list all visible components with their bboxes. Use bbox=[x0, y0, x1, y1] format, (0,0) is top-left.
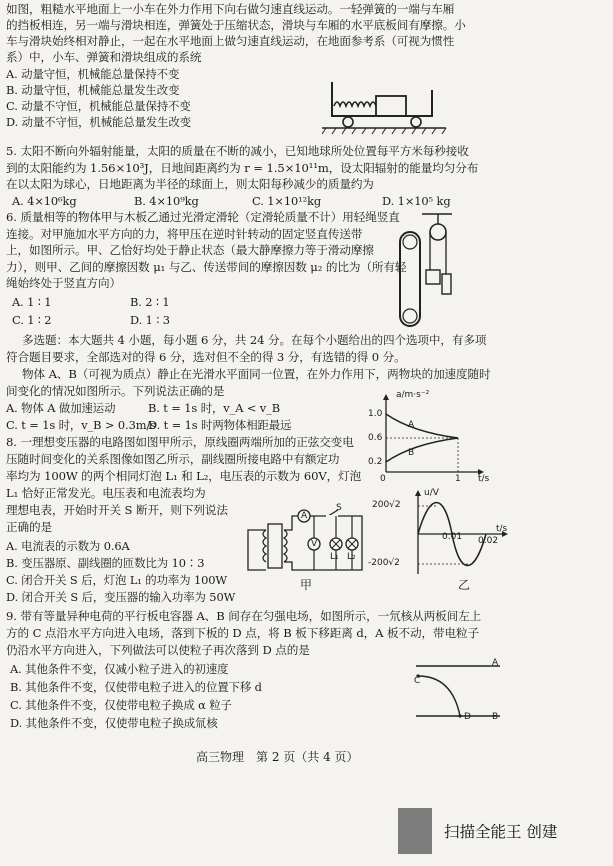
graph8-t1: 0.01 bbox=[442, 532, 463, 542]
pulley-belt-figure bbox=[392, 212, 462, 334]
q5-line-3: 在以太阳为球心，日地距离为半径的球面上，则太阳每秒减少的质量约为 bbox=[6, 177, 374, 191]
q7-option-b: B. t = 1s 时，v_A < v_B bbox=[148, 401, 281, 415]
q4-option-c: C. 动量不守恒，机械能总量保持不变 bbox=[6, 99, 191, 113]
page-footer: 高三物理 第 2 页（共 4 页） bbox=[196, 750, 359, 764]
graph7-tick-t1: 1 bbox=[455, 474, 461, 484]
q4-line-1: 如图，粗糙水平地面上一小车在外力作用下向右做匀速直线运动。一轻弹簧的一端与车厢 bbox=[6, 2, 455, 16]
figure-yi-label: 乙 bbox=[458, 578, 470, 592]
q5-option-d: D. 1×10⁵ kg bbox=[382, 194, 451, 208]
q9-line-2: 方的 C 点沿水平方向进入电场，落到下板的 D 点，将 B 板下移距离 d，A 板不动，带电粒子 bbox=[6, 626, 479, 640]
graph7-tick-02: 0.2 bbox=[368, 457, 383, 467]
q8-line-6: 正确的是 bbox=[6, 520, 52, 534]
point-c-label: C bbox=[414, 676, 421, 686]
graph8-peak-neg: -200√2 bbox=[368, 558, 400, 568]
q5-option-b: B. 4×10⁹kg bbox=[134, 194, 199, 208]
q8-option-b: B. 变压器原、副线圈的匝数比为 10∶3 bbox=[6, 556, 205, 570]
scanner-logo-icon bbox=[398, 808, 432, 854]
q6-option-b: B. 2 ∶ 1 bbox=[130, 295, 170, 309]
q4-line-2: 的挡板相连，另一端与滑块相连，弹簧处于压缩状态，滑块与车厢的水平底板间有摩擦。小 bbox=[6, 18, 466, 32]
ammeter-label: A bbox=[301, 511, 308, 521]
cart-spring-figure bbox=[322, 76, 447, 138]
q4-line-3: 车与滑块始终相对静止，一起在水平地面上做匀速直线运动，在地面参考系（可视为惯性 bbox=[6, 34, 455, 48]
q9-option-b: B. 其他条件不变，仅使带电粒子进入的位置下移 d bbox=[10, 680, 262, 694]
q5-line-1: 5. 太阳不断向外辐射能量，太阳的质量在不断的减小，已知地球所处位置每平方米每秒接收 bbox=[6, 144, 469, 158]
q8-line-1: 8. 一理想变压器的电路图如图甲所示，原线圈两端所加的正弦交变电 bbox=[6, 435, 354, 449]
graph8-peak-pos: 200√2 bbox=[372, 500, 401, 510]
graph7-curve-a: A bbox=[408, 420, 415, 430]
section2-line-2: 符合题目要求，全部选对的得 6 分，选对但不全的得 3 分，有选错的得 0 分。 bbox=[6, 350, 406, 364]
q7-line-1: 物体 A、B（可视为质点）静止在光滑水平面同一位置，在外力作用下，两物块的加速度随时 bbox=[22, 367, 491, 381]
q8-line-2: 压随时间变化的关系图像如图乙所示，副线圈所接电路中有额定功 bbox=[6, 452, 340, 466]
q4-option-d: D. 动量不守恒，机械能总量发生改变 bbox=[6, 115, 192, 129]
q9-option-d: D. 其他条件不变，仅使带电粒子换成氚核 bbox=[10, 716, 218, 730]
q6-option-d: D. 1 ∶ 3 bbox=[130, 313, 170, 327]
q8-option-a: A. 电流表的示数为 0.6A bbox=[6, 539, 130, 553]
q5-option-a: A. 4×10⁶kg bbox=[12, 194, 77, 208]
q8-line-3: 率均为 100W 的两个相同灯泡 L₁ 和 L₂，电压表的示数为 60V，灯泡 bbox=[6, 469, 362, 483]
graph8-taxis: t/s bbox=[496, 524, 508, 534]
graph7-ylabel: a/m·s⁻² bbox=[396, 390, 430, 400]
lamp2-label: L₂ bbox=[347, 552, 356, 562]
q6-line-4: 力），则甲、乙间的摩擦因数 μ₁ 与乙、传送带间的摩擦因数 μ₂ 的比为（所有轻 bbox=[6, 260, 407, 274]
q6-line-3: 上，如图所示。甲、乙恰好均处于静止状态（最大静摩擦力等于滑动摩擦 bbox=[6, 243, 374, 257]
point-d-label: D bbox=[464, 712, 471, 722]
graph7-tick-06: 0.6 bbox=[368, 433, 383, 443]
q9-option-a: A. 其他条件不变，仅减小粒子进入的初速度 bbox=[10, 662, 229, 676]
plate-b-label: B bbox=[492, 712, 499, 722]
q9-option-c: C. 其他条件不变，仅使带电粒子换成 α 粒子 bbox=[10, 698, 232, 712]
voltmeter-label: V bbox=[311, 539, 318, 549]
q6-option-c: C. 1 ∶ 2 bbox=[12, 313, 52, 327]
q6-line-2: 连接。对甲施加水平方向的力，将甲压在逆时针转动的固定竖直传送带 bbox=[6, 227, 363, 241]
q5-line-2: 到的太阳能约为 1.56×10³J，日地间距离约为 r = 1.5×10¹¹m，设太阳辐射的能量均匀分布 bbox=[6, 161, 479, 175]
q7-option-c: C. t = 1s 时，v_B > 0.3m/s bbox=[6, 418, 156, 432]
q7-option-d: D. t = 1s 时两物体相距最远 bbox=[148, 418, 292, 432]
q5-option-c: C. 1×10¹²kg bbox=[252, 194, 322, 208]
plate-a-label: A bbox=[492, 658, 499, 668]
section2-line-1: 多选题：本大题共 4 小题，每小题 6 分，共 24 分。在每个小题给出的四个选项中，有多项 bbox=[22, 333, 487, 347]
q6-line-1: 6. 质量相等的物体甲与木板乙通过光滑定滑轮（定滑轮质量不计）用轻绳竖直 bbox=[6, 210, 400, 224]
q8-option-c: C. 闭合开关 S 后，灯泡 L₁ 的功率为 100W bbox=[6, 573, 228, 587]
q4-option-a: A. 动量守恒，机械能总量保持不变 bbox=[6, 67, 180, 81]
q4-line-4: 系）中，小车、弹簧和滑块组成的系统 bbox=[6, 50, 202, 64]
figure-jia-label: 甲 bbox=[300, 578, 312, 592]
graph7-tick-0: 0 bbox=[380, 474, 386, 484]
q9-line-3: 仍沿水平方向进入，下列做法可以使粒子再次落到 D 点的是 bbox=[6, 643, 310, 657]
graph8-uaxis: u/V bbox=[424, 488, 439, 498]
switch-label: S bbox=[336, 503, 342, 513]
q6-line-5: 绳始终处于竖直方向） bbox=[6, 276, 121, 290]
graph7-curve-b: B bbox=[408, 448, 415, 458]
scanner-watermark: 扫描全能王 创建 bbox=[444, 823, 558, 841]
lamp1-label: L₁ bbox=[330, 552, 339, 562]
q7-line-2: 间变化的情况如图所示。下列说法正确的是 bbox=[6, 384, 225, 398]
q7-option-a: A. 物体 A 做加速运动 bbox=[6, 401, 116, 415]
graph7-tick-1: 1.0 bbox=[368, 409, 383, 419]
q8-line-5: 理想电表，开始时开关 S 断开，则下列说法 bbox=[6, 503, 228, 517]
q9-line-1: 9. 带有等量异种电荷的平行板电容器 A、B 间存在匀强电场，如图所示，一氘核从两板间左上 bbox=[6, 609, 482, 623]
q8-line-4: L₁ 恰好正常发光。电压表和电流表均为 bbox=[6, 486, 206, 500]
acceleration-time-graph bbox=[368, 392, 488, 476]
q6-option-a: A. 1 ∶ 1 bbox=[12, 295, 52, 309]
graph7-xlabel: t/s bbox=[478, 474, 490, 484]
q8-option-d: D. 闭合开关 S 后，变压器的输入功率为 50W bbox=[6, 590, 236, 604]
graph8-t2: 0.02 bbox=[478, 536, 499, 546]
q4-option-b: B. 动量守恒，机械能总量发生改变 bbox=[6, 83, 180, 97]
